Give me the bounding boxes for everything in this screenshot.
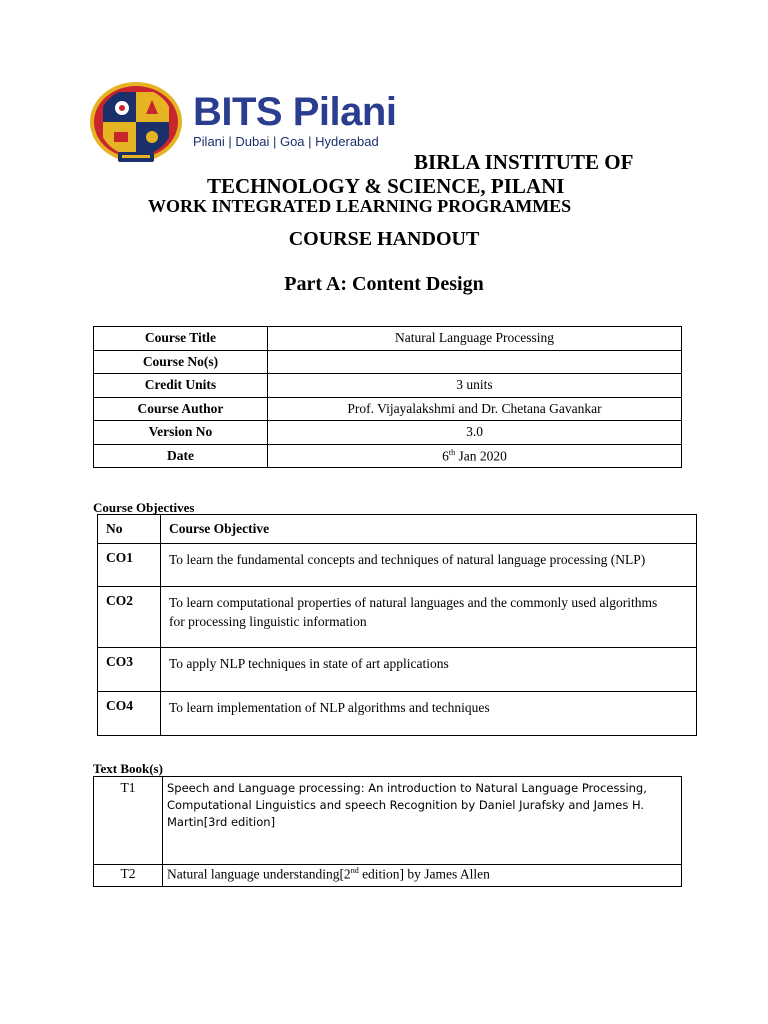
objective-text-line: To learn implementation of NLP algorithms and techniques (169, 700, 490, 715)
date-value (268, 444, 682, 468)
table-row (94, 777, 682, 865)
table-row (94, 865, 682, 887)
part-title: Part A: Content Design (284, 273, 484, 295)
brand-bits: BITS (193, 90, 283, 134)
brand-locations: Pilani | Dubai | Goa | Hyderabad (193, 134, 379, 149)
objective-text-line: for processing linguistic information (169, 614, 367, 629)
institute-emblem (88, 82, 184, 168)
course-no-label: Course No(s) (94, 350, 268, 374)
brand-wordmark (193, 92, 396, 149)
textbook-title (163, 777, 682, 865)
objective-text-line: To learn the fundamental concepts and techniques of natural language processing (NLP) (169, 552, 646, 567)
textbook-id: T2 (94, 865, 163, 887)
course-title-label: Course Title (94, 327, 268, 351)
credit-units-value: 3 units (268, 374, 682, 398)
objective-no: CO2 (98, 587, 161, 648)
objective-text-line: To learn computational properties of natural languages and the commonly used algorithms (169, 595, 658, 610)
objective-text-line: To apply NLP techniques in state of art applications (169, 656, 449, 671)
objective-no: CO3 (98, 648, 161, 692)
table-row (98, 648, 697, 692)
table-header-row (98, 515, 697, 544)
objective-text (161, 544, 697, 587)
column-header-no: No (98, 515, 161, 544)
course-author-value: Prof. Vijayalakshmi and Dr. Chetana Gavankar (268, 397, 682, 421)
version-no-value: 3.0 (268, 421, 682, 445)
brand-pilani: Pilani (292, 90, 397, 134)
table-row (98, 544, 697, 587)
textbook-title-line: Speech and Language processing: An introduction to Natural Language Processing, (167, 781, 647, 795)
table-row (94, 327, 682, 351)
course-no-value (268, 350, 682, 374)
institute-name-line2: TECHNOLOGY & SCIENCE, PILANI (207, 174, 565, 198)
objective-text (161, 648, 697, 692)
objective-text (161, 692, 697, 736)
brand-name (193, 92, 396, 132)
objective-text (161, 587, 697, 648)
textbook-id: T1 (94, 777, 163, 865)
course-title-value: Natural Language Processing (268, 327, 682, 351)
objectives-heading: Course Objectives (93, 500, 195, 515)
date-label: Date (94, 444, 268, 468)
textbooks-table (93, 776, 682, 887)
institute-name-line1: BIRLA INSTITUTE OF (414, 150, 634, 174)
table-row (98, 587, 697, 648)
objective-no: CO1 (98, 544, 161, 587)
table-row (94, 374, 682, 398)
date-rest: Jan 2020 (455, 448, 507, 463)
objective-no: CO4 (98, 692, 161, 736)
textbook-edition-suffix: nd (350, 866, 359, 875)
emblem-icon (88, 82, 184, 168)
column-header-objective: Course Objective (161, 515, 697, 544)
textbooks-heading: Text Book(s) (93, 761, 163, 776)
course-info-table (93, 326, 682, 468)
table-row (94, 421, 682, 445)
version-no-label: Version No (94, 421, 268, 445)
textbook-title-line: Computational Linguistics and speech Recognition by Daniel Jurafsky and James H. (167, 798, 645, 812)
credit-units-label: Credit Units (94, 374, 268, 398)
course-author-label: Course Author (94, 397, 268, 421)
document-title: COURSE HANDOUT (288, 228, 480, 250)
textbook-title-part: edition] by James Allen (358, 866, 490, 882)
programme-title: WORK INTEGRATED LEARNING PROGRAMMES (148, 196, 572, 216)
objectives-table (97, 514, 697, 736)
table-row (94, 350, 682, 374)
table-row (98, 692, 697, 736)
textbook-title (163, 865, 682, 887)
table-row (94, 397, 682, 421)
table-row (94, 444, 682, 468)
textbook-title-part: Natural language understanding[2 (167, 866, 351, 882)
textbook-title-line: Martin[3rd edition] (167, 815, 276, 829)
date-suffix: th (448, 447, 456, 457)
date-day: 6 (442, 448, 449, 463)
